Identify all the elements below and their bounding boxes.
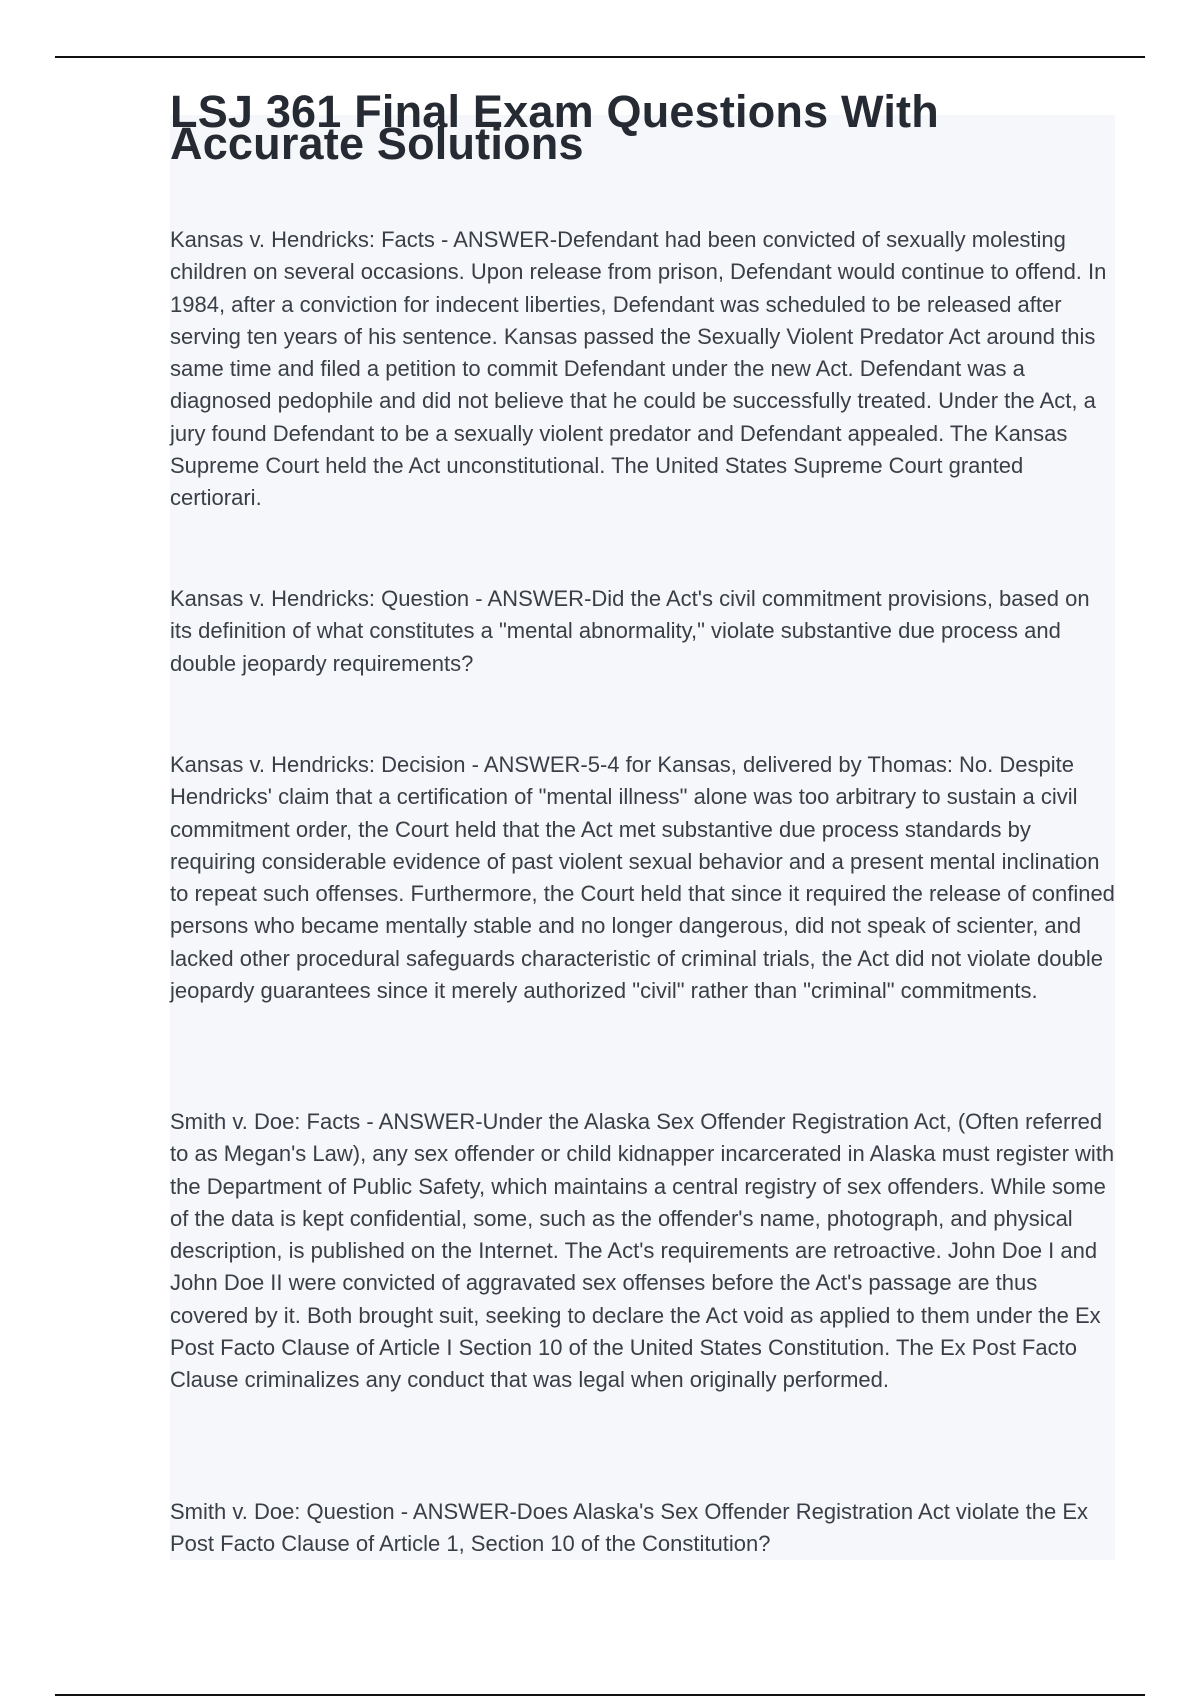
- qa-entry-hendricks-decision: Kansas v. Hendricks: Decision - ANSWER-5-4 for Kansas, delivered by Thomas: No. Despite Hendricks' claim that a certification of "mental illness" alone was too arbitrary to sustain a civil commitment order, the Court held that the Act met substantive due process standards by requiring considerable evidence of past violent sexual behavior and a present mental inclination to repeat such offenses. Furthermore, the Court held that since it required the release of confined persons who became mentally stable and no longer dangerous, did not speak of scienter, and lacked other procedural safeguards characteristic of criminal trials, the Act did not violate double jeopardy guarantees since it merely authorized "civil" rather than "criminal" commitments.: [170, 752, 1115, 1004]
- document-title: LSJ 361 Final Exam Questions With Accurate Solutions: [170, 86, 939, 169]
- qa-entry-smith-question: Smith v. Doe: Question - ANSWER-Does Alaska's Sex Offender Registration Act violate the Ex Post Facto Clause of Article 1, Section 10 of the Constitution?: [170, 1499, 1089, 1557]
- qa-entry-hendricks-facts: Kansas v. Hendricks: Facts - ANSWER-Defendant had been convicted of sexually molesting children on several occasions. Upon release from prison, Defendant would continue to offend. In 1984, after a conviction for indecent liberties, Defendant was scheduled to be released after serving ten years of his sentence. Kansas passed the Sexually Violent Predator Act around this same time and filed a petition to commit Defendant under the new Act. Defendant was a diagnosed pedophile and did not believe that he could be successfully treated. Under the Act, a jury found Defendant to be a sexually violent predator and Defendant appealed. The Kansas Supreme Court held the Act unconstitutional. The United States Supreme Court granted certiorari.: [170, 227, 1107, 511]
- top-divider: [55, 56, 1145, 58]
- qa-entry-smith-facts: Smith v. Doe: Facts - ANSWER-Under the Alaska Sex Offender Registration Act, (Often referred to as Megan's Law), any sex offender or child kidnapper incarcerated in Alaska must register with the Department of Public Safety, which maintains a central registry of sex offenders. While some of the data is kept confidential, some, such as the offender's name, photograph, and physical description, is published on the Internet. The Act's requirements are retroactive. John Doe I and John Doe II were convicted of aggravated sex offenses before the Act's passage are thus covered by it. Both brought suit, seeking to declare the Act void as applied to them under the Ex Post Facto Clause of Article I Section 10 of the United States Constitution. The Ex Post Facto Clause criminalizes any conduct that was legal when originally performed.: [170, 1109, 1115, 1393]
- bottom-divider: [55, 1694, 1145, 1696]
- qa-entry-hendricks-question: Kansas v. Hendricks: Question - ANSWER-Did the Act's civil commitment provisions, based on its definition of what constitutes a "mental abnormality," violate substantive due process and double jeopardy requirements?: [170, 586, 1090, 676]
